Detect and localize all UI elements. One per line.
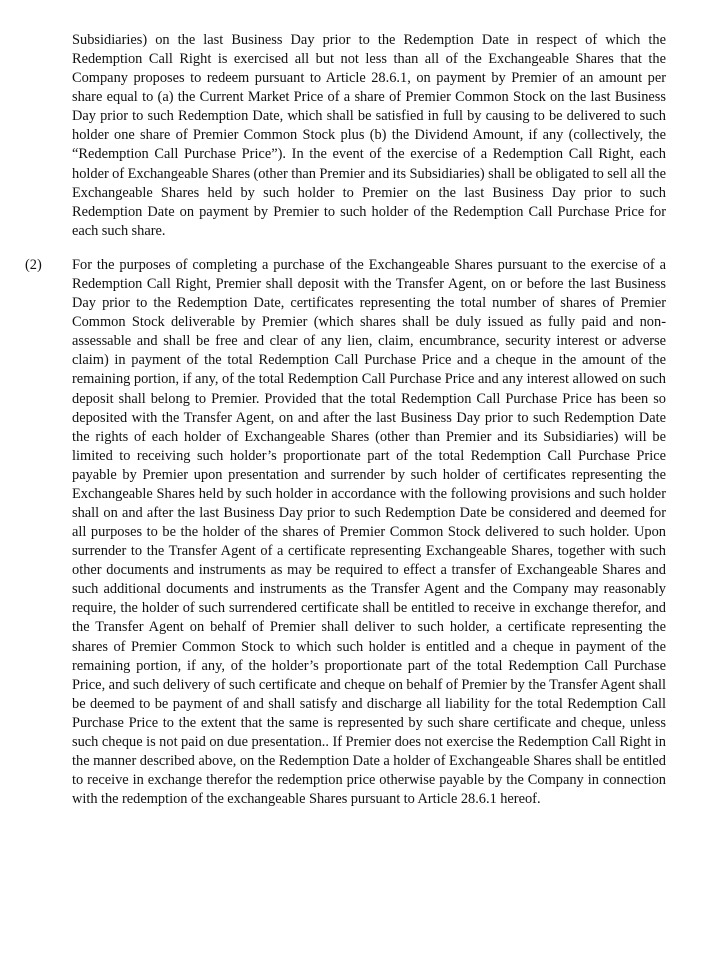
paragraph-redemption-call-right: Subsidiaries) on the last Business Day prior to the Redemption Date in respect of which the Redemption Call Right is exercised all but not less than all of the Exchangeable Shares that the Company proposes to redeem pursuant to Article 28.6.1, on payment by Premier of an amount per share equal to (a) the Current Market Price of a share of Premier Common Stock on the last Business Day prior to such Redemption Date, which shall be satisfied in full by causing to be delivered to such holder one share of Premier Common Stock plus (b) the Dividend Amount, if any (collectively, the “Redemption Call Purchase Price”). In the event of the exercise of a Redemption Call Right, each holder of Exchangeable Shares (other than Premier and its Subsidiaries) shall be obligated to sell all the Exchangeable Shares held by such holder to Premier on the last Business Day prior to such Redemption Date on payment by Premier to such holder of the Redemption Call Purchase Price for each such share. xyxy=(72,32,666,239)
paragraph-purchase-procedure: For the purposes of completing a purchase of the Exchangeable Shares pursuant to the exercise of a Redemption Call Right, Premier shall deposit with the Transfer Agent, on or before the last Business Day prior to the Redemption Date, certificates representing the total number of shares of Premier Common Stock deliverable by Premier (which shares shall be duly issued as fully paid and non-assessable and shall be free and clear of any lien, claim, encumbrance, security interest or adverse claim) in payment of the total Redemption Call Purchase Price and a cheque in the amount of the remaining portion, if any, of the total Redemption Call Purchase Price and any interest allowed on such deposit shall belong to Premier. Provided that the total Redemption Call Purchase Price has been so deposited with the Transfer Agent, on and after the last Business Day prior to such Redemption Date the rights of each holder of Exchangeable Shares (other than Premier and its Subsidiaries) will be limited to receiving such holder’s proportionate part of the total Redemption Call Purchase Price payable by Premier upon presentation and surrender by such holder of certificates representing the Exchangeable Shares held by such holder in accordance with the following provisions and such holder shall on and after the last Business Day prior to such Redemption Date be considered and deemed for all purposes to be the holder of the shares of Premier Common Stock delivered to such holder. Upon surrender to the Transfer Agent of a certificate representing Exchangeable Shares, together with such other documents and instruments as may be required to effect a transfer of Exchangeable Shares and such additional documents and instruments as the Transfer Agent and the Company may reasonably require, the holder of such surrendered certificate shall be entitled to receive in exchange therefor, and the Transfer Agent on behalf of Premier shall deliver to such holder, a certificate representing the shares of Premier Common Stock to which such holder is entitled and a cheque in payment of the remaining portion, if any, of the holder’s proportionate part of the total Redemption Call Purchase Price, and such delivery of such certificate and cheque on behalf of Premier by the Transfer Agent shall be deemed to be payment of and shall satisfy and discharge all liability for the total Redemption Call Purchase Price to the extent that the same is represented by such share certificate and cheque, unless such cheque is not paid on due presentation.. If Premier does not exercise the Redemption Call Right in the manner described above, on the Redemption Date a holder of Exchangeable Shares shall be entitled to receive in exchange therefor the redemption price otherwise payable by the Company in connection with the redemption of the exchangeable Shares pursuant to Article 28.6.1 hereof. xyxy=(72,257,666,808)
paragraph-number-marker: (2) xyxy=(25,257,42,273)
